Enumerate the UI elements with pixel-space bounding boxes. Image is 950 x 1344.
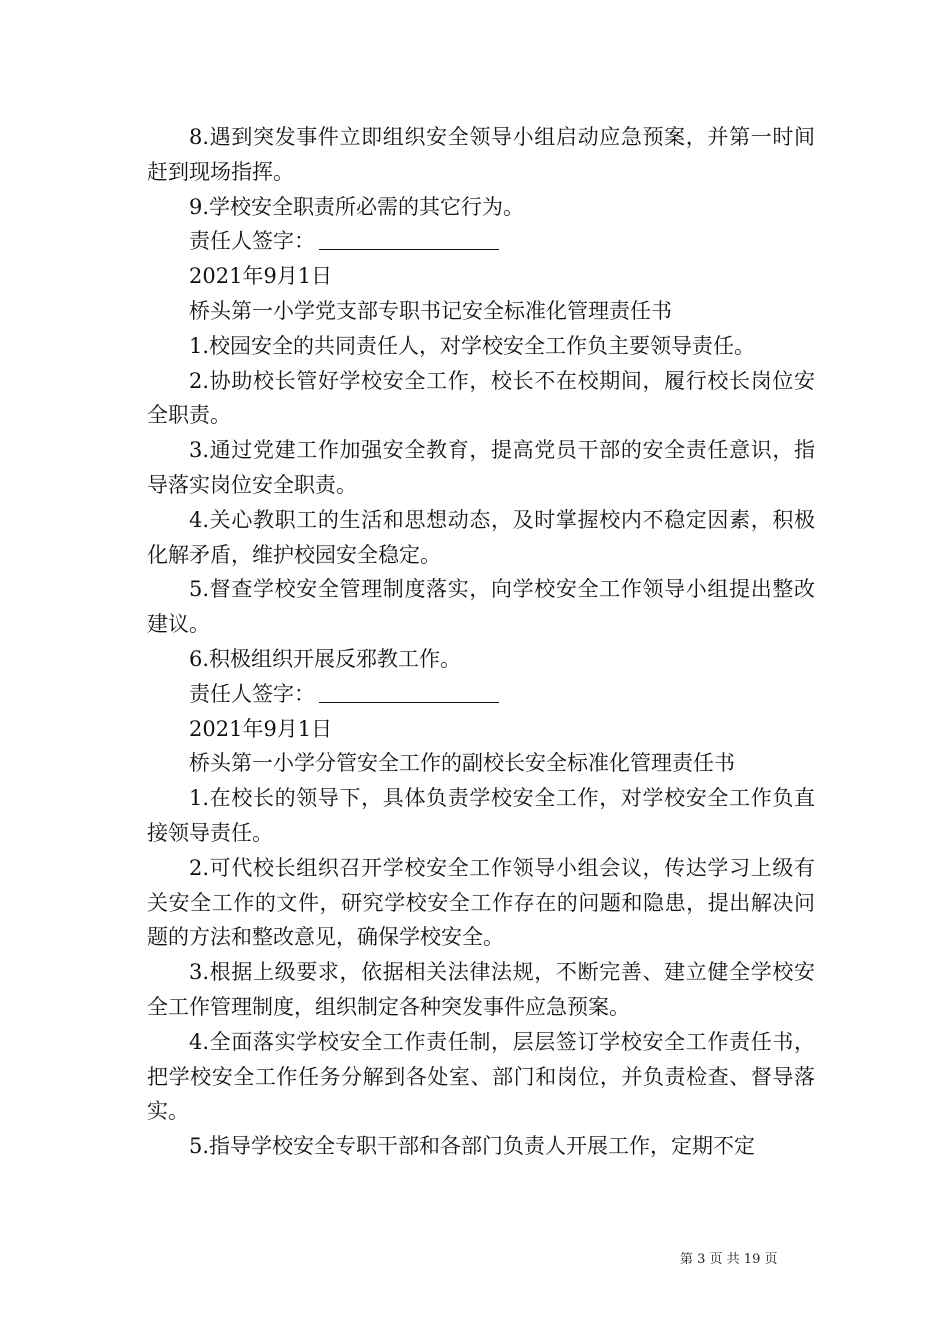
paragraph-item-3: 3.通过党建工作加强安全教育，提高党员干部的安全责任意识，指导落实岗位安全职责。: [147, 438, 815, 497]
paragraph-item-2: 2.可代校长组织召开学校安全工作领导小组会议，传达学习上级有关安全工作的文件，研究学校安全工作存在的问题和隐患，提出解决问题的方法和整改意见，确保学校安全。: [147, 855, 815, 950]
paragraph-item-8: 8.遇到突发事件立即组织安全领导小组启动应急预案，并第一时间赶到现场指挥。: [147, 125, 815, 184]
paragraph-item-1: 1.在校长的领导下，具体负责学校安全工作，对学校安全工作负直接领导责任。: [147, 786, 815, 845]
document-body: [147, 120, 815, 1164]
paragraph-item-5: 5.督查学校安全管理制度落实，向学校安全工作领导小组提出整改建议。: [147, 577, 815, 637]
signature-label: 责任人签字：: [189, 681, 315, 706]
signature-line: [319, 680, 499, 703]
section-title-party-secretary: 桥头第一小学党支部专职书记安全标准化管理责任书: [189, 298, 672, 323]
paragraph-item-3: 3.根据上级要求，依据相关法律法规，不断完善、建立健全学校安全工作管理制度，组织制定各种突发事件应急预案。: [147, 960, 815, 1019]
section-title-vice-principal: 桥头第一小学分管安全工作的副校长安全标准化管理责任书: [189, 751, 735, 776]
date-line: 2021年9月1日: [189, 716, 333, 741]
date-line: 2021年9月1日: [189, 264, 333, 289]
paragraph-item-4: 4.全面落实学校安全工作责任制，层层签订学校安全工作责任书，把学校安全工作任务分解到各处室、部门和岗位，并负责检查、督导落实。: [147, 1029, 815, 1124]
signature-row: [147, 677, 815, 712]
paragraph-item-4: 4.关心教职工的生活和思想动态，及时掌握校内不稳定因素，积极化解矛盾，维护校园安全稳定。: [147, 507, 815, 567]
signature-line: [319, 227, 499, 250]
paragraph-item-2: 2.协助校长管好学校安全工作，校长不在校期间，履行校长岗位安全职责。: [147, 368, 815, 428]
signature-row: [147, 224, 815, 259]
paragraph-item-6: 6.积极组织开展反邪教工作。: [189, 646, 462, 671]
paragraph-item-1: 1.校园安全的共同责任人，对学校安全工作负主要领导责任。: [189, 333, 756, 358]
paragraph-item-9: 9.学校安全职责所必需的其它行为。: [189, 194, 525, 219]
paragraph-item-5: 5.指导学校安全专职干部和各部门负责人开展工作，定期不定: [189, 1134, 756, 1159]
page-number-footer: 第 3 页 共 19 页: [680, 1252, 778, 1267]
signature-label: 责任人签字：: [189, 229, 315, 254]
